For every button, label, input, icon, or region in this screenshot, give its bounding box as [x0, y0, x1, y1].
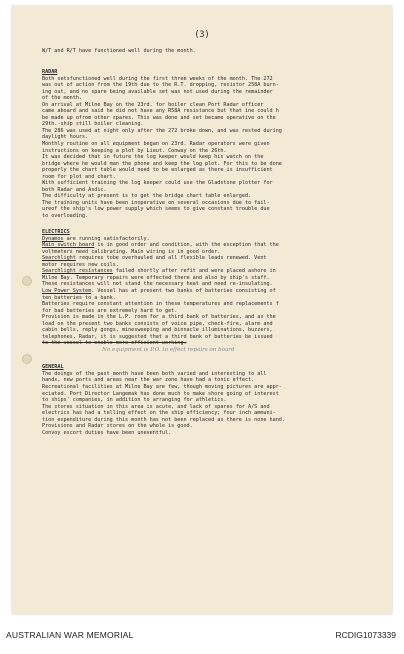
text-line: The doings of the past month have been both varied and interesting to all [42, 370, 267, 377]
section-heading: GENERAL [42, 363, 64, 370]
text-line: was out of action from the 19th due to the R.T. dropping, resistor 258A burn- [42, 82, 279, 89]
section-heading: RADAR [42, 68, 58, 75]
text-line: Convoy escort duties have been uneventful. [42, 429, 172, 436]
text-line: to overloading. [42, 213, 89, 220]
text-line: These resistances will not stand the necessary heat and need re-insulating. [42, 281, 273, 288]
handwritten-annotation: No equipment is P.O. to effect repairs on board [102, 346, 235, 353]
text-line: Provision is made in the L.P. room for a third bank of batteries, and as the [42, 314, 276, 321]
text-line: came aboard and said he did not have any R58A resistance but that ine could h [42, 108, 279, 115]
text-line: It was decided that in future the log keeper would keep his watch on the [42, 154, 264, 161]
text-line: Milne Bay. Temporary repairs were effected there and also by ship's staff. [42, 274, 270, 281]
text-line: voltmeters need calibrating. Main wiring is in good order. [42, 248, 221, 255]
text-line: Batteries require constant attention in these temperatures and replacements f [42, 301, 279, 308]
text-line: telephones, Radar, it is suggested that a third bank of batteries be issued [42, 333, 273, 340]
text-line: tion expenditure during this month has not been replaced as there is none hand. [42, 416, 285, 423]
document-body [42, 48, 382, 436]
text-line: On arrival at Milne Bay on the 23rd. for boiler clean Port Radar officer [42, 101, 264, 108]
underlined-lead: Searchlight [42, 255, 76, 262]
text-line: eciated. Port Director Langemak has done much to make shore going of interest [42, 390, 279, 397]
text-line: instructions on keeping a plot by Lieut. Conway on the 26th. [42, 147, 227, 154]
section-heading: ELECTRICS [42, 228, 70, 235]
text-line: electrics has had a telling effect on the ship efficiency; four inch ammuni- [42, 410, 276, 417]
line-text: is in good order and condition, with the exception that the [94, 242, 279, 249]
text-line: The stores situation in this area is acute, and lack of spares for A/S and [42, 403, 270, 410]
text-line: to ships' companies, in addition to arranging for athletics. [42, 397, 227, 404]
text-line: Recreational facilities at Milne Bay are few, though moving pictures are appr- [42, 383, 282, 390]
text-line: cabin bells, reply gongs, minesweeping and binnacle illuminations, buzzers, [42, 327, 273, 334]
line-text: requires tobe overhauled and all flexible leads renewed. Vent [75, 255, 267, 262]
section-gap [42, 355, 382, 360]
text-line: With sufficient training the log keeper could use the Gladstone plotter for [42, 180, 273, 187]
text-line: properly the chart table would need to be enlarged as there is insufficient [42, 167, 273, 174]
text-line: Monthly routine on all equipment began on 23rd. Radar operators were given [42, 141, 270, 148]
text-line: bridge where he would man the phone and keep the log plot. For this to be done [42, 160, 282, 167]
binder-holes [22, 276, 30, 366]
text-line: The training units have been inoperative on several occasions due to fail- [42, 199, 270, 206]
punch-hole [22, 354, 32, 364]
document-page [12, 6, 392, 614]
underlined-lead: Low Power System [42, 287, 92, 294]
text-line: of the month. [42, 95, 82, 102]
section-gap [42, 60, 382, 65]
underlined-lead: Main switch board [42, 242, 95, 249]
text-line: ten batteries to a bank. [42, 294, 116, 301]
page-number: (3) [194, 30, 210, 40]
punch-hole [22, 276, 32, 286]
text-line: load on the present two banks consists of voice pipe, check-fire, alarm and [42, 320, 273, 327]
struck-line: to the vessel to enable more efficient working. [42, 340, 187, 347]
text-line: The 286 was used at night only after the 272 broke down, and was rested during [42, 127, 282, 134]
text-line: The difficulty at present is to get the bridge chart table enlarged. [42, 193, 252, 200]
text-line: daylight hours. [42, 134, 89, 141]
text-line: be made up ofrom other spares. This was done and set became operative on the [42, 114, 276, 121]
line-text: are running satisfactorily. [63, 235, 150, 242]
text-line: hands, new ports and areas near the war zone have had a tonic effect. [42, 377, 255, 384]
text-line: Provisions and Radar stores on the whole is good. [42, 423, 193, 430]
text-line: motor requires new coils. [42, 261, 119, 268]
record-id: RCDIG1073339 [335, 630, 396, 640]
archive-footer [0, 624, 404, 648]
line-text: . Vessel has at present two banks of batteries consisting of [91, 287, 276, 294]
text-line: Both setsfunctioned well during the first three weeks of the month. The 272 [42, 75, 273, 82]
text-line: both Radar and Asdic. [42, 186, 107, 193]
section-gap [42, 220, 382, 225]
line-text: failed shortly after refit and were placed ashore in [112, 268, 276, 275]
text-line: for bad batteries are extremely hard to get. [42, 307, 178, 314]
text-line: ureof the ship's low power supply which seems to give constant trouble due [42, 206, 270, 213]
text-line: 29th.-ship still boiler cleaning. [42, 121, 144, 128]
underlined-lead: Searchlight resistances [42, 268, 113, 275]
text-line: ing out, and no spare being available set was not used during the remainder [42, 88, 273, 95]
text-line: room for plot and chart. [42, 173, 116, 180]
archive-credit: AUSTRALIAN WAR MEMORIAL [6, 630, 134, 640]
text-line: W/T and R/T have functioned well during the month. [42, 48, 196, 54]
underlined-lead: Dynamos [42, 235, 64, 242]
